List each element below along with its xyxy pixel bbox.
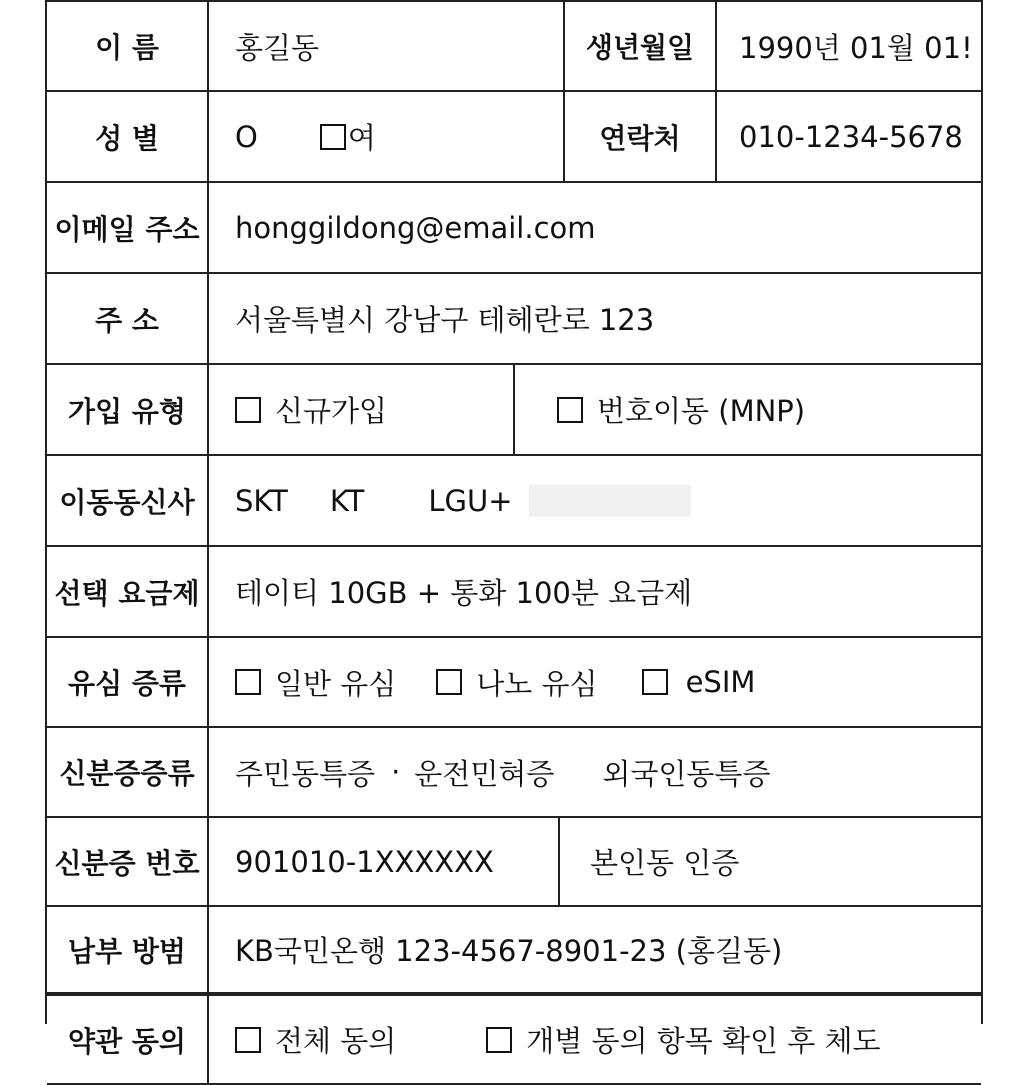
email-row (47, 183, 981, 274)
join-mnp-label: 번호이동 (MNP) (597, 394, 806, 428)
address-value[interactable]: 서울특별시 강남구 테헤란로 123 (235, 303, 655, 337)
contact-label: 연락처 (565, 92, 717, 181)
usim-normal-option[interactable] (235, 662, 396, 703)
join-new-label: 신규가입 (275, 394, 388, 428)
checkbox-icon[interactable] (235, 1027, 261, 1053)
agree-all-label: 전체 동의 (275, 1024, 397, 1058)
carrier-options (209, 456, 691, 545)
birth-label: 생년월일 (565, 2, 717, 90)
plan-row (47, 547, 981, 638)
email-value[interactable]: honggildong@email.com (235, 210, 596, 245)
id-type-resident-option[interactable]: 주민동특증 (235, 756, 376, 791)
checkbox-icon[interactable] (557, 397, 583, 423)
application-form (45, 0, 983, 1058)
birth-value[interactable]: 1990년 01월 01! (739, 30, 973, 65)
usim-nano-label: 나노 유심 (476, 666, 598, 701)
plan-label: 선택 요금제 (47, 547, 209, 636)
identity-verify-button[interactable]: 본인동 인증 (590, 846, 740, 880)
gender-label: 성 별 (47, 92, 209, 181)
gender-options (209, 92, 565, 181)
usim-normal-label: 일반 유심 (275, 666, 397, 701)
join-new-option[interactable] (209, 365, 515, 454)
agree-individual-label: 개별 동의 항목 확인 후 체도 (526, 1024, 881, 1058)
usim-label: 유심 증류 (47, 638, 209, 726)
agreement-row (47, 994, 981, 1085)
payment-value[interactable]: KB국민온행 123-4567-8901-23 (홍길동) (235, 934, 783, 968)
redacted-area (529, 485, 691, 517)
id-type-foreigner-option[interactable]: 외국인동특증 (602, 756, 771, 791)
join-type-row (47, 365, 981, 456)
id-type-separator: · (391, 755, 401, 789)
gender-female-label: 여 (347, 121, 376, 155)
id-type-options (209, 728, 770, 816)
plan-value[interactable]: 테이티 10GB + 통화 100분 요금제 (235, 576, 693, 610)
checkbox-icon[interactable] (235, 397, 261, 423)
agreement-label: 약관 동의 (47, 996, 209, 1083)
id-number-row (47, 818, 981, 907)
gender-female-option[interactable] (320, 116, 376, 157)
carrier-row (47, 456, 981, 547)
name-label: 이 름 (47, 2, 209, 90)
agreement-options (209, 996, 881, 1083)
usim-esim-option[interactable] (642, 665, 756, 699)
checkbox-icon[interactable] (436, 669, 462, 695)
checkbox-icon[interactable] (235, 669, 261, 695)
carrier-kt-option[interactable]: KT (329, 483, 365, 518)
checkbox-icon[interactable] (486, 1027, 512, 1053)
carrier-skt-option[interactable]: SKT (235, 483, 288, 518)
contact-value[interactable]: 010-1234-5678 (739, 119, 963, 154)
join-type-label: 가입 유형 (47, 365, 209, 454)
id-number-label: 신분증 번호 (47, 818, 209, 905)
join-mnp-option[interactable] (515, 365, 805, 454)
carrier-label: 이동동신사 (47, 456, 209, 545)
id-number-value[interactable]: 901010-1XXXXXX (209, 818, 560, 905)
usim-row (47, 638, 981, 728)
gender-male-option[interactable]: O (235, 119, 258, 154)
payment-row (47, 907, 981, 994)
address-label: 주 소 (47, 274, 209, 363)
gender-row (47, 92, 981, 183)
payment-label: 남부 방범 (47, 907, 209, 992)
checkbox-icon[interactable] (320, 124, 346, 150)
id-type-row (47, 728, 981, 818)
carrier-lgu-option[interactable]: LGU+ (428, 483, 513, 518)
id-type-label: 신분증증류 (47, 728, 209, 816)
agree-individual-option[interactable] (486, 1019, 880, 1060)
checkbox-icon[interactable] (642, 669, 668, 695)
id-type-driver-option[interactable]: 운전민혀증 (414, 756, 555, 791)
agree-all-option[interactable] (235, 1019, 396, 1060)
usim-options (209, 638, 755, 726)
usim-nano-option[interactable] (436, 662, 597, 703)
address-row (47, 274, 981, 365)
email-label: 이메일 주소 (47, 183, 209, 272)
name-row (47, 0, 981, 92)
usim-esim-label: eSIM (685, 665, 756, 699)
name-value[interactable]: 홍길동 (209, 2, 565, 90)
